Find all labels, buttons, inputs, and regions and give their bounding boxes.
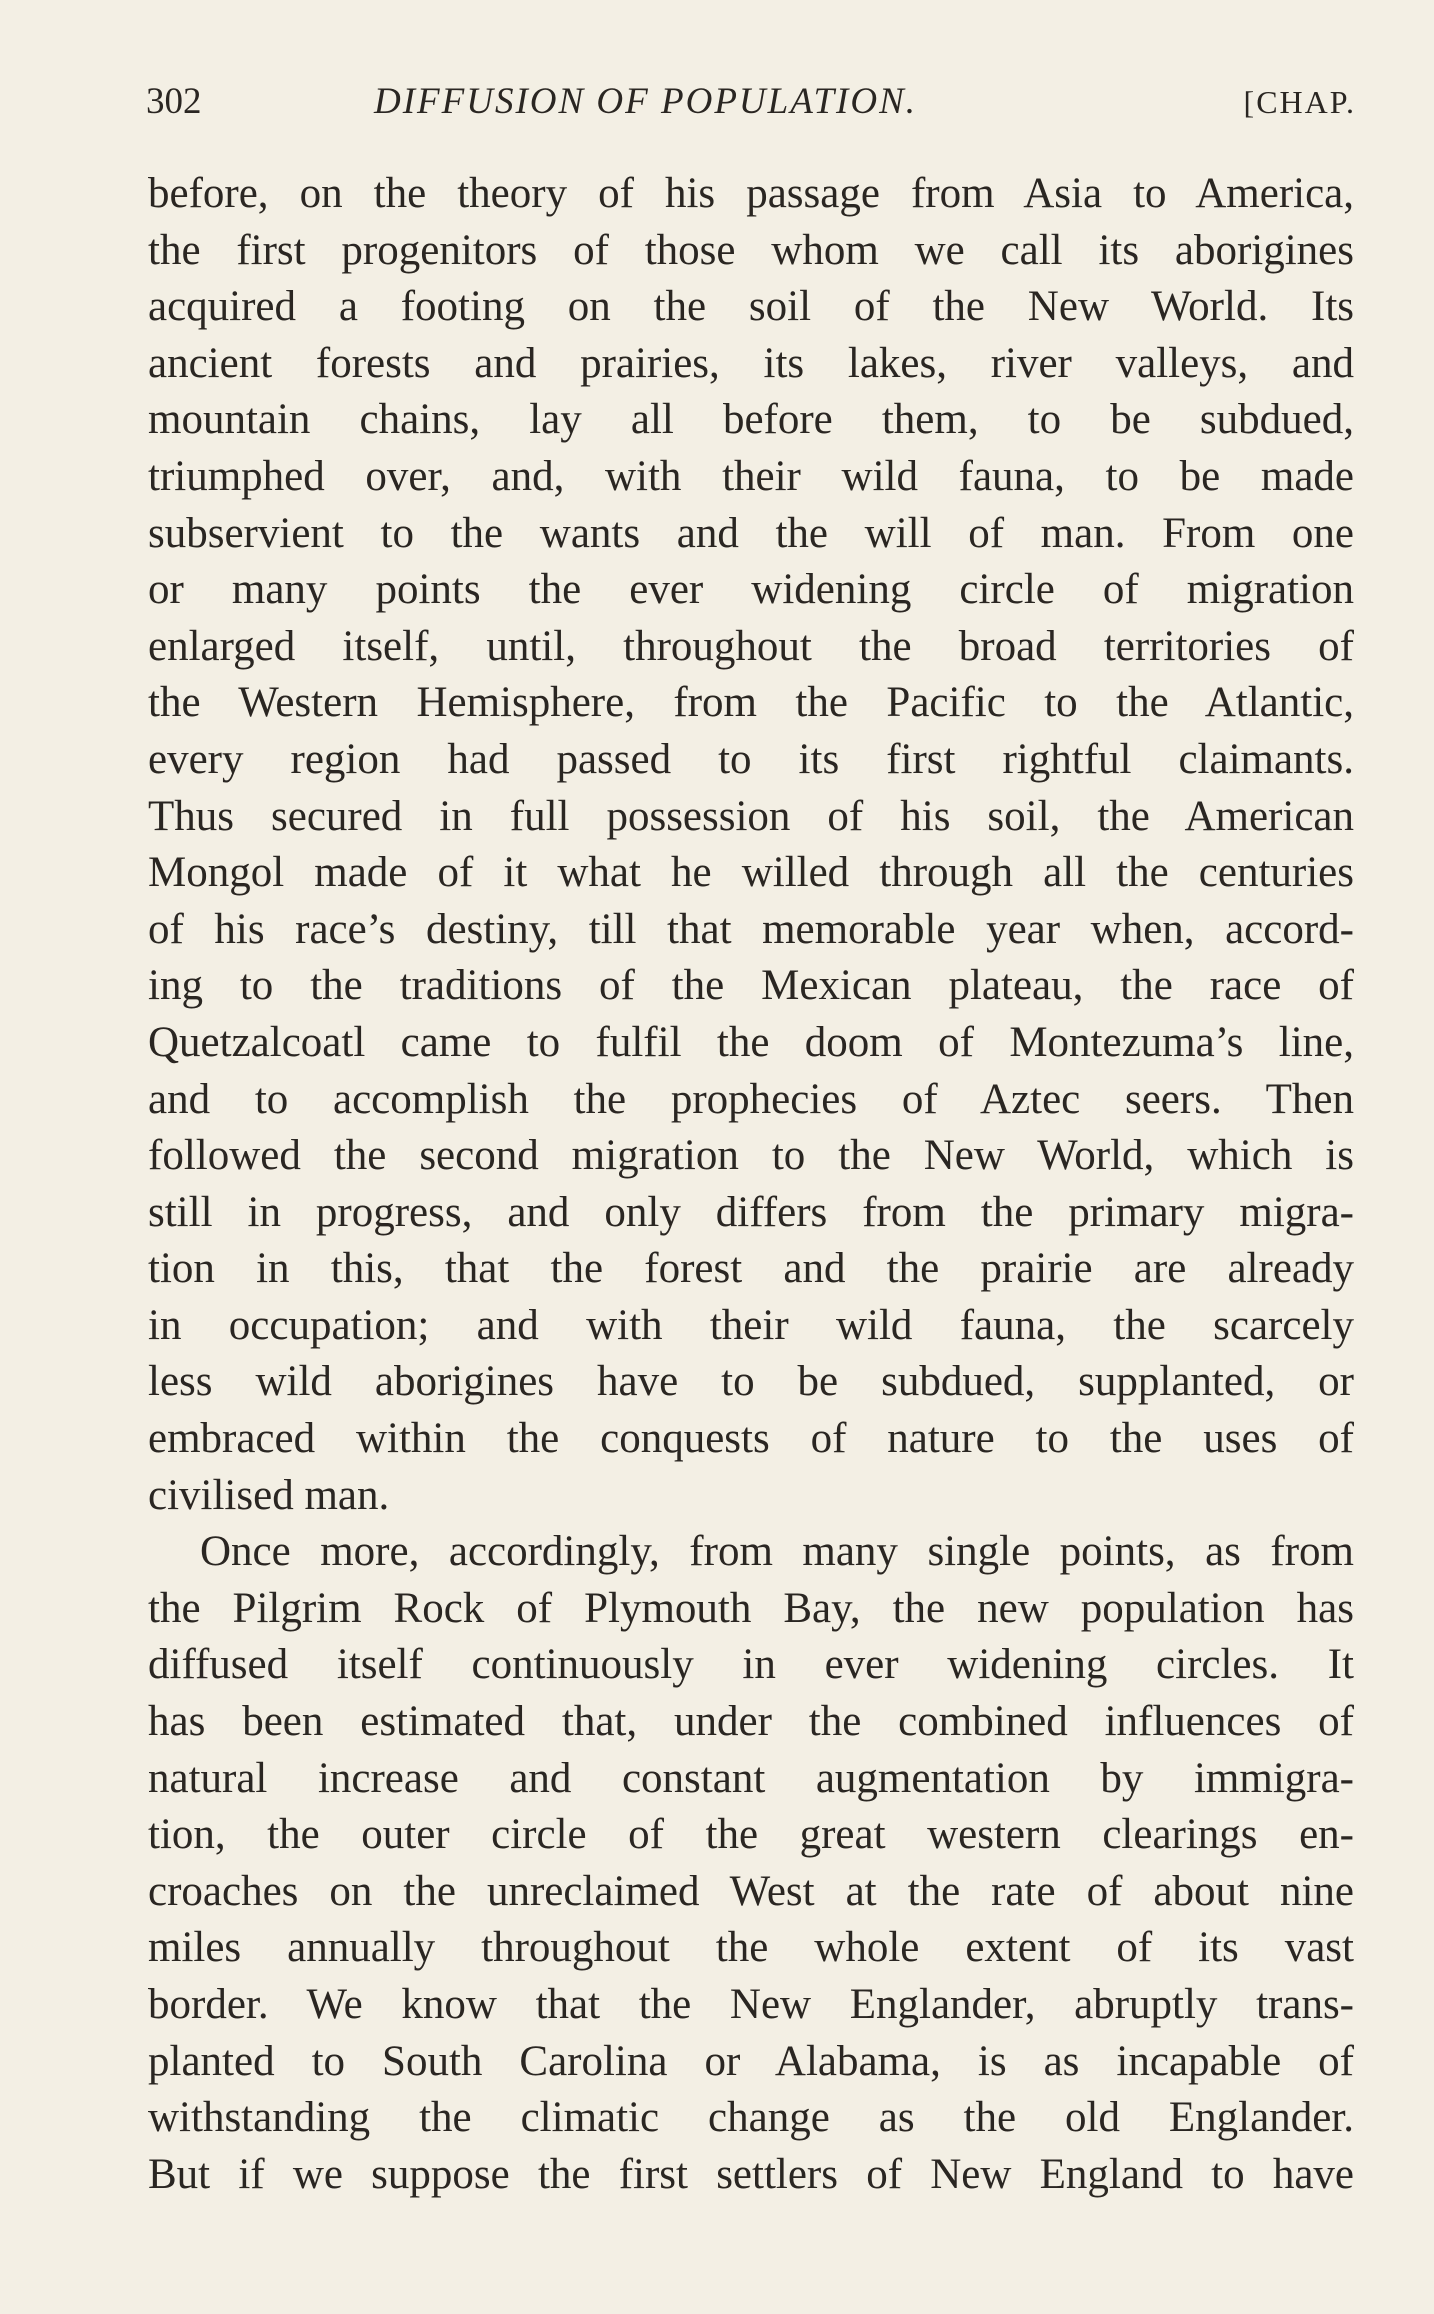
- text-line: Quetzalcoatl came to fulfil the doom of Montezuma’s line,: [148, 1018, 1354, 1066]
- text-line: in occupation; and with their wild fauna, the scarcely: [148, 1301, 1354, 1349]
- text-line: every region had passed to its first rightful claimants.: [148, 735, 1354, 783]
- text-line: natural increase and constant augmentation by immigra-: [148, 1754, 1354, 1802]
- text-line: triumphed over, and, with their wild fauna, to be made: [148, 452, 1354, 500]
- text-line: Once more, accordingly, from many single points, as from: [200, 1528, 1354, 1576]
- text-line: and to accomplish the prophecies of Aztec seers. Then: [148, 1075, 1354, 1123]
- text-line: still in progress, and only differs from the primary migra-: [148, 1188, 1354, 1236]
- text-line: Thus secured in full possession of his soil, the American: [148, 792, 1354, 840]
- text-line: Mongol made of it what he willed through all the centuries: [148, 849, 1354, 897]
- text-line: planted to South Carolina or Alabama, is as incapable of: [148, 2037, 1354, 2085]
- text-line: mountain chains, lay all before them, to be subdued,: [148, 396, 1354, 444]
- text-line: embraced within the conquests of nature to the uses of: [148, 1415, 1354, 1463]
- running-title: DIFFUSION OF POPULATION.: [374, 81, 918, 122]
- text-line: tion in this, that the forest and the prairie are already: [148, 1245, 1354, 1293]
- text-line: the Western Hemisphere, from the Pacific to the Atlantic,: [148, 679, 1354, 727]
- paragraph: [148, 166, 1354, 1524]
- running-head: [146, 72, 1356, 132]
- text-line: withstanding the climatic change as the old Englander.: [148, 2094, 1354, 2142]
- text-line: enlarged itself, until, throughout the broad territories of: [148, 622, 1354, 670]
- text-line: croaches on the unreclaimed West at the rate of about nine: [148, 1867, 1354, 1915]
- text-line: tion, the outer circle of the great western clearings en-: [148, 1811, 1354, 1859]
- text-line: subservient to the wants and the will of man. From one: [148, 509, 1354, 557]
- text-line: of his race’s destiny, till that memorable year when, accord-: [148, 905, 1354, 953]
- text-line: less wild aborigines have to be subdued, supplanted, or: [148, 1358, 1354, 1406]
- text-line: civilised man.: [148, 1471, 390, 1519]
- text-line: before, on the theory of his passage from Asia to America,: [148, 170, 1354, 217]
- text-line: acquired a footing on the soil of the New World. Its: [148, 283, 1354, 331]
- text-line: the Pilgrim Rock of Plymouth Bay, the new population has: [148, 1584, 1354, 1632]
- text-line: miles annually throughout the whole extent of its vast: [148, 1924, 1354, 1972]
- chapter-mark: [CHAP.: [1243, 84, 1356, 120]
- page-number: 302: [146, 81, 202, 122]
- body-text: [148, 166, 1354, 2203]
- text-line: But if we suppose the first settlers of New England to have: [148, 2150, 1354, 2198]
- text-line: ancient forests and prairies, its lakes, river valleys, and: [148, 339, 1354, 387]
- text-line: followed the second migration to the New World, which is: [148, 1132, 1354, 1180]
- text-line: border. We know that the New Englander, abruptly trans-: [148, 1981, 1354, 2028]
- text-line: or many points the ever widening circle of migration: [148, 566, 1354, 614]
- paragraph: [148, 1524, 1354, 2203]
- text-line: diffused itself continuously in ever widening circles. It: [148, 1641, 1354, 1689]
- text-line: the first progenitors of those whom we call its aborigines: [148, 226, 1354, 274]
- text-line: has been estimated that, under the combined influences of: [148, 1698, 1354, 1746]
- text-line: ing to the traditions of the Mexican plateau, the race of: [148, 962, 1354, 1010]
